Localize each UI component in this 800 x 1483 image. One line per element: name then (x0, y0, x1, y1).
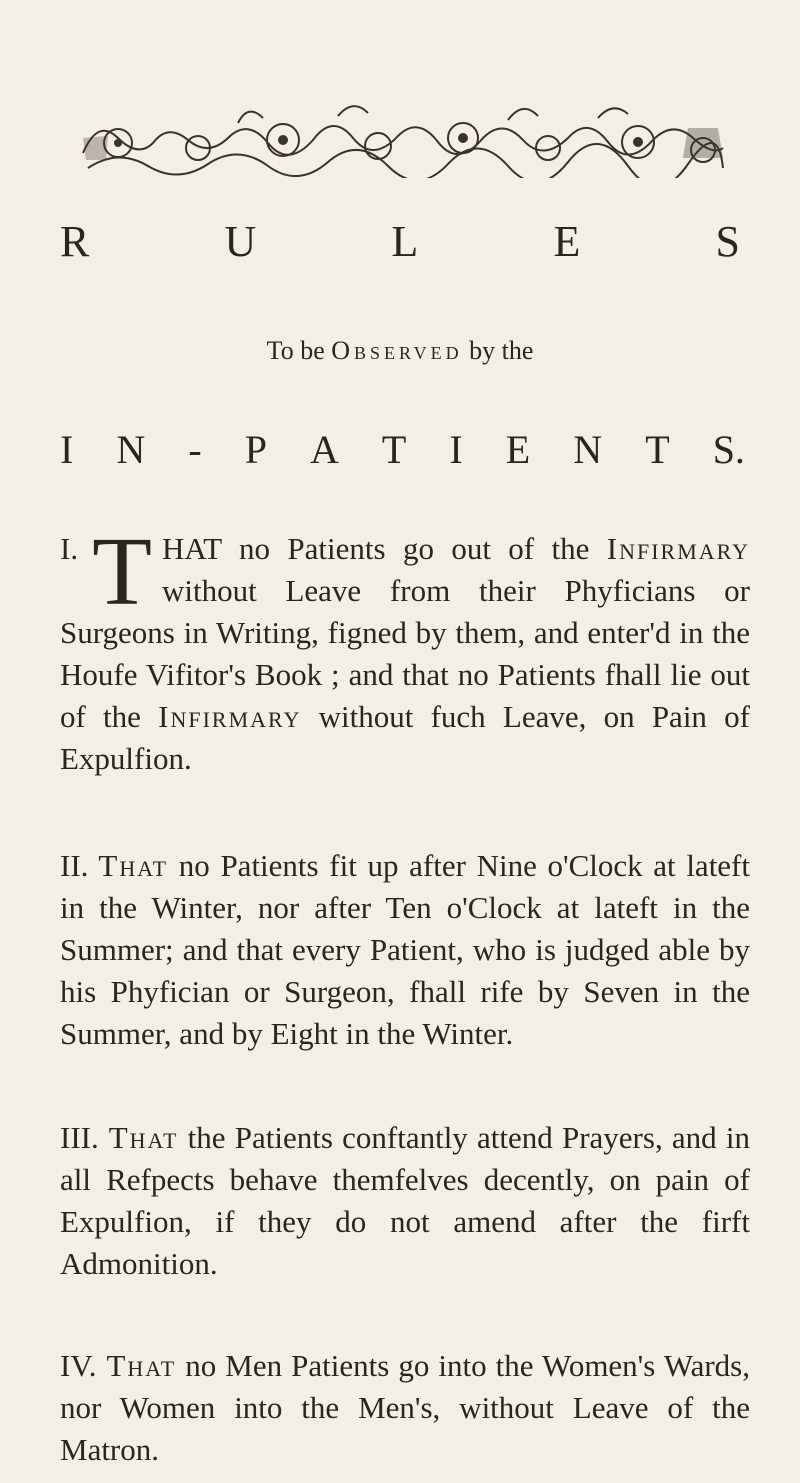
rule-number: IV. (60, 1348, 97, 1383)
rule-paragraph (60, 1345, 750, 1471)
rule-number: I. (60, 531, 79, 566)
heading-letter: A (309, 427, 339, 472)
rule-number: II. (60, 848, 89, 883)
heading-letter: N (573, 427, 603, 472)
rule-paragraph (60, 518, 750, 780)
title-letter: U (224, 217, 257, 266)
rule-small-caps: Infirmary (606, 531, 750, 566)
rule-text: no Men Patients go into the Women's Wards, nor Women into the Men's, without Leave of the Matron. (60, 1348, 750, 1467)
heading-letter: S. (712, 427, 745, 472)
rule-small-caps: Infirmary (158, 699, 302, 734)
heading-letter: I (449, 427, 463, 472)
heading-letter: P (244, 427, 267, 472)
title-letter: L (391, 217, 419, 266)
rule-text: the Patients conftantly attend Prayers, and in all Refpects behave themfelves decently, on pain of Expulfion, if they do not amend after the firft Admonition. (60, 1120, 750, 1281)
rule-lead: That (108, 1120, 179, 1155)
drop-cap: T (92, 518, 152, 626)
subtitle-prefix: To be (266, 336, 325, 365)
title-letter: E (553, 217, 581, 266)
rule-paragraph (60, 1117, 750, 1285)
heading-letter: N (116, 427, 146, 472)
rule-text: no Patients go out of the (221, 531, 607, 566)
heading-letter: T (381, 427, 407, 472)
subtitle-suffix: by the (469, 336, 534, 365)
title-letter: S (715, 217, 740, 266)
rule-lead: HAT (161, 531, 222, 566)
rule-lead: That (98, 848, 169, 883)
rule-text: no Patients fit up after Nine o'Clock at lateft in the Winter, nor after Ten o'Clock at lateft in the Summer; and that every Patient, who is judged able by his Phyfician or Surgeon, fhall rife by Seven in the Summer, and by Eight in the Winter. (60, 848, 750, 1051)
heading-letter: T (645, 427, 670, 472)
heading-letter: I (60, 427, 74, 472)
rule-text: without fuch Leave, on Pain of Expulfion. (60, 699, 750, 776)
rule-lead: That (106, 1348, 177, 1383)
heading-letter: - (188, 427, 202, 472)
page-title (60, 217, 740, 266)
rule-number: III. (60, 1120, 99, 1155)
title-letter: R (60, 217, 90, 266)
subtitle-emphasis: Observed (331, 336, 463, 365)
heading-letter: E (505, 427, 531, 472)
section-heading (60, 427, 745, 472)
rule-text: without Leave from their Phyficians or Surgeons in Writing, figned by them, and enter'd in the Houfe Vifitor's Book ; and that no Patients fhall lie out of the (60, 573, 750, 734)
subtitle (0, 338, 800, 364)
decorative-headpiece-ornament-icon (78, 98, 728, 178)
rule-paragraph (60, 845, 750, 1055)
